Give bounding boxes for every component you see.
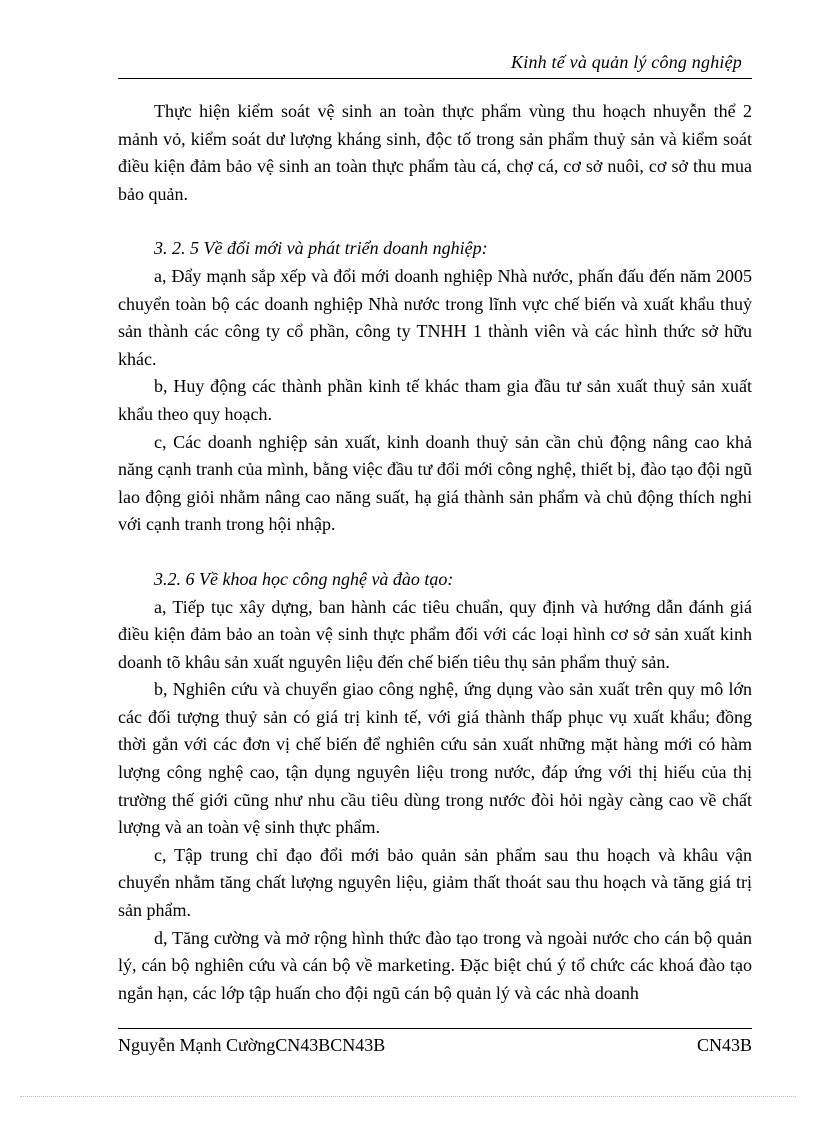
footer-author: Nguyễn Mạnh CườngCN43BCN43B bbox=[118, 1035, 386, 1055]
paragraph-gap bbox=[118, 208, 752, 235]
paragraph-3-2-6-c: c, Tập trung chỉ đạo đổi mới bảo quản sản phẩm sau thu hoạch và khâu vận chuyển nhằm tăng chất lượng nguyên liệu, giảm thất thoát sau thu hoạch và tăng giá trị sản phẩm. bbox=[118, 844, 752, 921]
page-body bbox=[118, 98, 752, 1007]
paragraph-3-2-5-b: b, Huy động các thành phần kinh tế khác tham gia đầu tư sản xuất thuỷ sản xuất khẩu theo quy hoạch. bbox=[118, 376, 752, 424]
paragraph-3-2-5-a: a, Đẩy mạnh sắp xếp và đổi mới doanh nghiệp Nhà nước, phấn đấu đến năm 2005 chuyển toàn bộ các doanh nghiệp Nhà nước trong lĩnh vực chế biến và xuất khẩu thuỷ sản thành các công ty cổ phần, công ty TNHH 1 thành viên và các hình thức sở hữu khác. bbox=[118, 265, 752, 369]
header-title: Kinh tế và quản lý công nghiệp bbox=[511, 52, 742, 72]
page-header bbox=[118, 50, 752, 79]
page-footer bbox=[118, 1028, 752, 1059]
paragraph-3-2-6-b: b, Nghiên cứu và chuyển giao công nghệ, ứng dụng vào sản xuất trên quy mô lớn các đối tượng thuỷ sản có giá trị kinh tế, với giá thành thấp phục vụ xuất khẩu; đồng thời gắn với các đơn vị chế biến để nghiên cứu sản xuất những mặt hàng mới có hàm lượng công nghệ cao, tận dụng nguyên liệu trong nước, đáp ứng với thị hiếu của thị trường thế giới cũng như nhu cầu tiêu dùng trong nước đòi hỏi ngày càng cao về chất lượng và an toàn vệ sinh thực phẩm. bbox=[118, 679, 752, 838]
section-heading-3-2-5: 3. 2. 5 Về đổi mới và phát triển doanh nghiệp: bbox=[154, 238, 488, 259]
paragraph-gap bbox=[118, 539, 752, 566]
paragraph-food-safety-control: Thực hiện kiểm soát vệ sinh an toàn thực phẩm vùng thu hoạch nhuyễn thể 2 mảnh vỏ, kiểm soát dư lượng kháng sinh, độc tố trong sản phẩm thuỷ sản và kiểm soát điều kiện đảm bảo vệ sinh an toàn thực phẩm tàu cá, chợ cá, cơ sở nuôi, cơ sở thu mua bảo quản. bbox=[118, 101, 752, 204]
footer-class-code: CN43B bbox=[696, 1035, 752, 1055]
section-heading-3-2-6: 3.2. 6 Về khoa học công nghệ và đào tạo: bbox=[154, 568, 454, 589]
page-boundary-line bbox=[20, 1096, 796, 1097]
paragraph-3-2-6-d: d, Tăng cường và mở rộng hình thức đào tạo trong và ngoài nước cho cán bộ quản lý, cán bộ nghiên cứu và cán bộ về marketing. Đặc biệt chú ý tổ chức các khoá đào tạo ngắn hạn, các lớp tập huấn cho đội ngũ cán bộ quản lý và các nhà doanh bbox=[118, 927, 752, 1003]
paragraph-3-2-5-c: c, Các doanh nghiệp sản xuất, kinh doanh thuỷ sản cần chủ động nâng cao khả năng cạnh tranh của mình, bằng việc đầu tư đổi mới công nghệ, thiết bị, đào tạo đội ngũ lao động giỏi nhằm nâng cao năng suất, hạ giá thành sản phẩm và chủ động thích nghi với cạnh tranh trong hội nhập. bbox=[118, 431, 752, 535]
paragraph-3-2-6-a: a, Tiếp tục xây dựng, ban hành các tiêu chuẩn, quy định và hướng dẫn đánh giá điều kiện đảm bảo an toàn vệ sinh thực phẩm đối với các loại hình cơ sở sản xuất kinh doanh tõ khâu sản xuất nguyên liệu đến chế biến tiêu thụ sản phẩm thuỷ sản. bbox=[118, 596, 752, 672]
